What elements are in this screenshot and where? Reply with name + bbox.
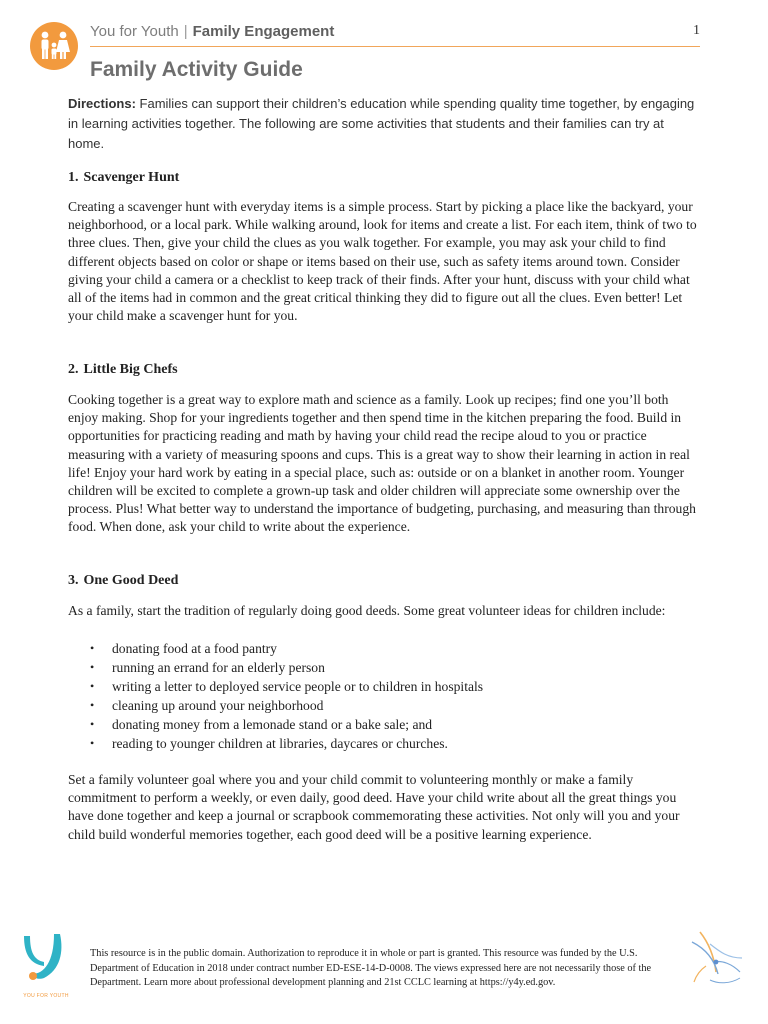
section-number: 3. (68, 573, 79, 588)
section-heading-little-big-chefs (68, 362, 178, 378)
scavenger-hunt-paragraph: Creating a scavenger hunt with everyday items is a simple process. Start by picking a place like the backyard, your neighborhood, or a local park. While walking around, look for items and create a list. For each item, think of two to three clues. Then, give your child the clues as you walk together. For example, you may ask your child to find different objects based on color or shape or items based on their use, such as safety items around town. Consider giving your child a camera or a checklist to keep track of their finds. After your hunt, discuss with your child what all of the items had in common and the great critical thinking they did to figure out all the clues. Even better! Let your child make a scavenger hunt for you. (68, 199, 697, 324)
header-separator: | (183, 23, 188, 40)
list-item-text: donating food at a food pantry (112, 641, 277, 656)
list-item (68, 734, 700, 753)
logo-caption: YOU FOR YOUTH (23, 993, 69, 999)
family-icon (30, 22, 78, 70)
list-item (68, 658, 700, 677)
bullet-marker: • (90, 679, 95, 694)
header-brand (90, 23, 334, 40)
bullet-marker: • (90, 641, 95, 655)
good-deed-list (68, 639, 700, 754)
list-item-text: cleaning up around your neighborhood (112, 698, 324, 714)
section-title: One Good Deed (83, 573, 179, 588)
list-item-text: reading to younger children at libraries, daycares or churches. (112, 736, 448, 752)
directions-text: Families can support their children’s education while spending quality time together, by engaging in learning activities together. The following are some activities that students and their families can try at home. (68, 96, 695, 151)
section-heading-one-good-deed (68, 573, 178, 589)
bullet-marker: • (90, 736, 95, 751)
header-section: Family Engagement (192, 23, 335, 40)
section-heading-scavenger-hunt (68, 170, 179, 186)
section-title: Scavenger Hunt (83, 170, 180, 185)
section-title: Little Big Chefs (83, 362, 178, 377)
list-item-text: running an errand for an elderly person (112, 660, 325, 676)
page-number: 1 (693, 23, 700, 38)
list-item (68, 696, 700, 715)
list-item-text: writing a letter to deployed service people or to children in hospitals (112, 679, 484, 695)
header-divider (90, 46, 700, 47)
list-item-text: donating money from a lemonade stand or a bake sale; and (112, 717, 433, 733)
brand-name: You for Youth (90, 23, 179, 40)
list-item (68, 639, 700, 658)
bullet-marker: • (90, 717, 95, 732)
bullet-marker: • (90, 660, 95, 675)
section-number: 2. (68, 362, 79, 377)
list-item (68, 715, 700, 734)
directions-paragraph (68, 94, 700, 154)
footer-disclaimer: This resource is in the public domain. Authorization to reproduce it in whole or part is granted. This resource was funded by the U.S. Department of Education in 2018 under contract number ED-ESE-14-D-0008. The views expressed here are not necessarily those of the Department. Learn more about professional development planning and 21st CCLC learning at https://y4y.ed.gov. (90, 948, 652, 988)
directions-label: Directions: (68, 96, 136, 111)
one-good-deed-intro: As a family, start the tradition of regularly doing good deeds. Some great volunteer ideas for children include: (68, 603, 666, 618)
section-number: 1. (68, 170, 79, 185)
bullet-marker: • (90, 698, 95, 713)
little-big-chefs-paragraph: Cooking together is a great way to explore math and science as a family. Look up recipes; find one you’ll both enjoy making. Shop for your ingredients together and then spend time in the kitchen preparing the food. Build in opportunities for practicing reading and math by having your child read the recipe aloud to you or practice measuring with a variety of measuring spoons and cups. This is a great way to show their learning in action in real life! Enjoy your hard work by eating in a special place, such as: outside or on a blanket in another room. Younger children will be excited to complete a grown-up task and older children will appreciate some ownership over the process. Plus! What better way to understand the importance of budgeting, purchasing, and measuring than through food. When done, ask your child to write about the experience. (68, 392, 696, 535)
page-title: Family Activity Guide (90, 58, 303, 81)
list-item (68, 677, 700, 696)
seal-icon (680, 922, 750, 992)
one-good-deed-closing: Set a family volunteer goal where you and your child commit to volunteering monthly or make a family commitment to perform a weekly, or even daily, good deed. Have your child write about all the great things you have done together and keep a journal or scrapbook commemorating these activities. Not only will you and your child build wonderful memories together, each good deed will be a positive learning experience. (68, 772, 680, 842)
